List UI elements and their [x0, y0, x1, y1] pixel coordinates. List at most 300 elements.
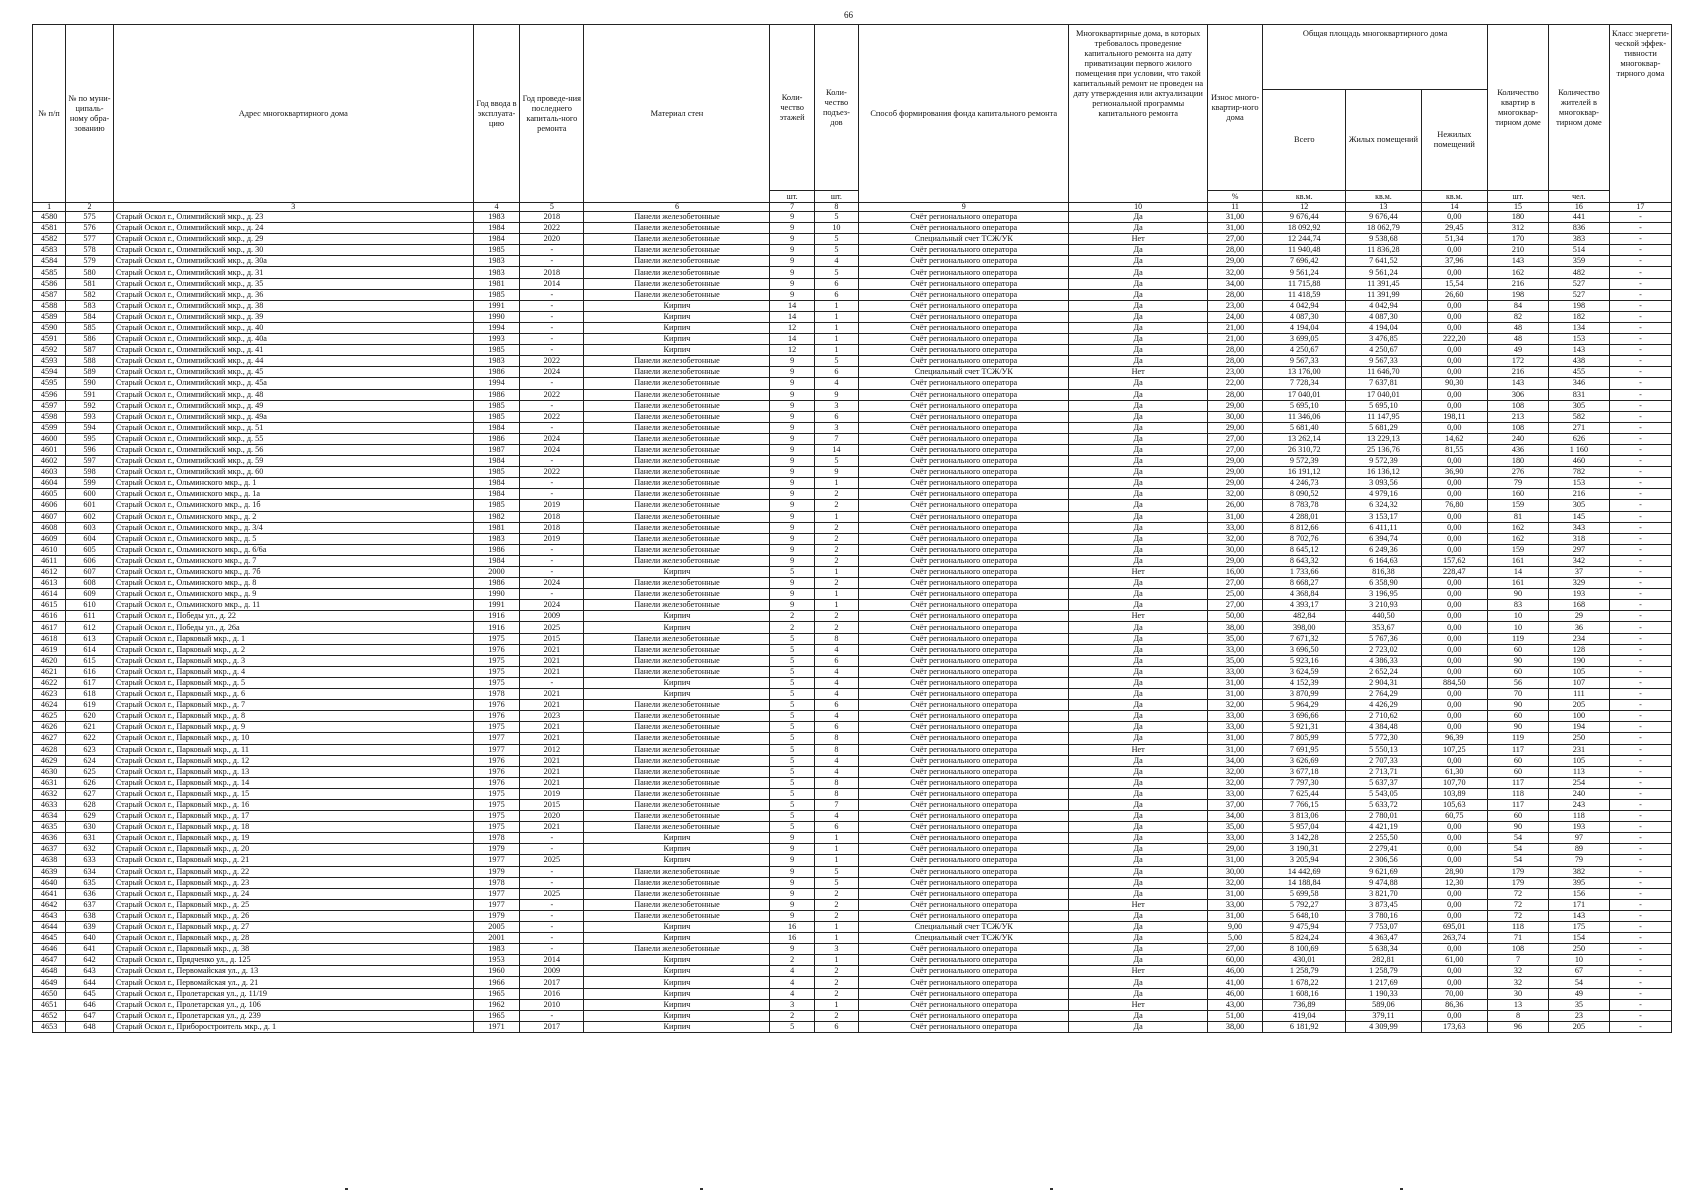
cell-wear: 50,00	[1207, 611, 1262, 622]
cell-energy: -	[1609, 755, 1671, 766]
cell-area-total: 3 870,99	[1263, 689, 1346, 700]
cell-material: Кирпич	[584, 300, 770, 311]
cell-mun: 575	[66, 212, 114, 223]
table-row	[33, 256, 1672, 267]
cell-wear: 33,00	[1207, 522, 1262, 533]
cell-material: Панели железобетонные	[584, 411, 770, 422]
cell-floors: 2	[770, 1010, 814, 1021]
cell-floors: 4	[770, 966, 814, 977]
cell-area-living: 4 042,94	[1346, 300, 1421, 311]
cell-address: Старый Оскол г., Парковый мкр., д. 23	[113, 877, 473, 888]
cell-year-built: 1984	[473, 223, 520, 234]
cell-fund: Счёт регионального оператора	[859, 489, 1069, 500]
cell-area-total: 7 696,42	[1263, 256, 1346, 267]
cell-area-nonliving: 0,00	[1421, 589, 1487, 600]
cell-floors: 9	[770, 500, 814, 511]
cell-address: Старый Оскол г., Парковый мкр., д. 15	[113, 788, 473, 799]
cell-year-built: 1993	[473, 334, 520, 345]
cell-area-living: 2 713,71	[1346, 766, 1421, 777]
cell-address: Старый Оскол г., Олимпийский мкр., д. 39	[113, 311, 473, 322]
cell-area-total: 4 087,30	[1263, 311, 1346, 322]
cell-required: Да	[1069, 733, 1207, 744]
cell-fund: Счёт регионального оператора	[859, 999, 1069, 1010]
cell-area-nonliving: 0,00	[1421, 855, 1487, 866]
cell-required: Да	[1069, 256, 1207, 267]
cell-mun: 621	[66, 722, 114, 733]
cell-idx: 4618	[33, 633, 66, 644]
cell-fund: Счёт регионального оператора	[859, 555, 1069, 566]
cell-floors: 9	[770, 489, 814, 500]
cell-mun: 627	[66, 788, 114, 799]
cell-fund: Счёт регионального оператора	[859, 811, 1069, 822]
cell-flats: 14	[1488, 567, 1549, 578]
cell-material: Панели железобетонные	[584, 278, 770, 289]
cell-address: Старый Оскол г., Прядченко ул., д. 125	[113, 955, 473, 966]
cell-mun: 620	[66, 711, 114, 722]
cell-energy: -	[1609, 655, 1671, 666]
cell-wear: 30,00	[1207, 411, 1262, 422]
cell-area-total: 7 797,30	[1263, 777, 1346, 788]
cell-idx: 4606	[33, 500, 66, 511]
cell-year-repair: 2025	[520, 622, 584, 633]
cell-entrances: 2	[814, 977, 858, 988]
cell-required: Да	[1069, 822, 1207, 833]
cell-residents: 271	[1548, 422, 1609, 433]
cell-fund: Счёт регионального оператора	[859, 289, 1069, 300]
cell-year-repair: 2018	[520, 212, 584, 223]
cell-year-built: 1986	[473, 433, 520, 444]
table-row	[33, 578, 1672, 589]
cell-fund: Счёт регионального оператора	[859, 955, 1069, 966]
cell-area-nonliving: 222,20	[1421, 334, 1487, 345]
table-row	[33, 811, 1672, 822]
cell-material: Панели железобетонные	[584, 234, 770, 245]
cell-entrances: 8	[814, 633, 858, 644]
cell-area-living: 9 474,88	[1346, 877, 1421, 888]
cell-required: Да	[1069, 356, 1207, 367]
cell-required: Да	[1069, 811, 1207, 822]
cell-required: Да	[1069, 289, 1207, 300]
cell-area-nonliving: 263,74	[1421, 933, 1487, 944]
cell-floors: 9	[770, 444, 814, 455]
cell-floors: 14	[770, 300, 814, 311]
cell-area-living: 2 255,50	[1346, 833, 1421, 844]
cell-year-repair: -	[520, 933, 584, 944]
cell-mun: 584	[66, 311, 114, 322]
cell-floors: 3	[770, 999, 814, 1010]
cell-year-repair: 2016	[520, 988, 584, 999]
cell-address: Старый Оскол г., Олимпийский мкр., д. 51	[113, 422, 473, 433]
cell-address: Старый Оскол г., Ольминского мкр., д. 1б	[113, 500, 473, 511]
cell-address: Старый Оскол г., Ольминского мкр., д. 8	[113, 578, 473, 589]
cell-mun: 626	[66, 777, 114, 788]
cell-year-repair: -	[520, 567, 584, 578]
cell-area-living: 25 136,76	[1346, 444, 1421, 455]
cell-area-living: 2 723,02	[1346, 644, 1421, 655]
cell-residents: 97	[1548, 833, 1609, 844]
cell-mun: 629	[66, 811, 114, 822]
cell-year-built: 2005	[473, 922, 520, 933]
cell-wear: 32,00	[1207, 489, 1262, 500]
cell-area-total: 4 246,73	[1263, 478, 1346, 489]
cell-area-living: 11 391,99	[1346, 289, 1421, 300]
cell-material: Панели железобетонные	[584, 578, 770, 589]
cell-material: Панели железобетонные	[584, 589, 770, 600]
cell-area-living: 6 411,11	[1346, 522, 1421, 533]
cell-area-total: 9 676,44	[1263, 212, 1346, 223]
table-row	[33, 799, 1672, 810]
cell-idx: 4638	[33, 855, 66, 866]
cell-fund: Счёт регионального оператора	[859, 300, 1069, 311]
cell-idx: 4581	[33, 223, 66, 234]
cell-area-living: 4 087,30	[1346, 311, 1421, 322]
cell-floors: 5	[770, 811, 814, 822]
cell-floors: 14	[770, 311, 814, 322]
cell-wear: 32,00	[1207, 877, 1262, 888]
cell-flats: 90	[1488, 822, 1549, 833]
cell-area-total: 5 699,58	[1263, 888, 1346, 899]
table-row	[33, 1010, 1672, 1021]
cell-address: Старый Оскол г., Парковый мкр., д. 26	[113, 910, 473, 921]
cell-wear: 29,00	[1207, 256, 1262, 267]
cell-fund: Счёт регионального оператора	[859, 622, 1069, 633]
cell-area-nonliving: 0,00	[1421, 367, 1487, 378]
cell-address: Старый Оскол г., Олимпийский мкр., д. 60	[113, 467, 473, 478]
cell-year-built: 1994	[473, 378, 520, 389]
cell-energy: -	[1609, 234, 1671, 245]
cell-flats: 60	[1488, 766, 1549, 777]
cell-residents: 329	[1548, 578, 1609, 589]
cell-area-nonliving: 14,62	[1421, 433, 1487, 444]
cell-residents: 37	[1548, 567, 1609, 578]
cell-residents: 105	[1548, 755, 1609, 766]
cell-floors: 9	[770, 245, 814, 256]
cell-area-total: 4 250,67	[1263, 345, 1346, 356]
cell-residents: 36	[1548, 622, 1609, 633]
cell-material: Кирпич	[584, 334, 770, 345]
cell-address: Старый Оскол г., Ольминского мкр., д. 7б	[113, 567, 473, 578]
cell-energy: -	[1609, 711, 1671, 722]
cell-idx: 4616	[33, 611, 66, 622]
cell-area-total: 4 152,39	[1263, 677, 1346, 688]
cell-address: Старый Оскол г., Олимпийский мкр., д. 30а	[113, 256, 473, 267]
cell-fund: Счёт регионального оператора	[859, 533, 1069, 544]
cell-energy: -	[1609, 611, 1671, 622]
cell-entrances: 7	[814, 433, 858, 444]
cell-required: Да	[1069, 533, 1207, 544]
cell-fund: Счёт регионального оператора	[859, 910, 1069, 921]
cell-material: Кирпич	[584, 1021, 770, 1032]
table-row	[33, 700, 1672, 711]
cell-wear: 31,00	[1207, 223, 1262, 234]
cell-floors: 5	[770, 700, 814, 711]
cell-year-repair: 2015	[520, 633, 584, 644]
cell-year-repair: -	[520, 899, 584, 910]
cell-flats: 48	[1488, 334, 1549, 345]
cell-wear: 32,00	[1207, 777, 1262, 788]
cell-residents: 111	[1548, 689, 1609, 700]
cell-area-nonliving: 26,60	[1421, 289, 1487, 300]
cell-address: Старый Оскол г., Ольминского мкр., д. 5	[113, 533, 473, 544]
cell-area-nonliving: 0,00	[1421, 300, 1487, 311]
col-header-residents: Количество жителей в многоквар-тирном доме	[1548, 25, 1609, 191]
cell-entrances: 2	[814, 1010, 858, 1021]
cell-flats: 216	[1488, 278, 1549, 289]
cell-material: Панели железобетонные	[584, 822, 770, 833]
cell-entrances: 14	[814, 444, 858, 455]
table-row	[33, 544, 1672, 555]
cell-energy: -	[1609, 223, 1671, 234]
cell-area-nonliving: 0,00	[1421, 600, 1487, 611]
cell-entrances: 6	[814, 367, 858, 378]
cell-address: Старый Оскол г., Олимпийский мкр., д. 44	[113, 356, 473, 367]
cell-area-nonliving: 0,00	[1421, 711, 1487, 722]
cell-entrances: 4	[814, 666, 858, 677]
cell-entrances: 4	[814, 378, 858, 389]
cell-address: Старый Оскол г., Парковый мкр., д. 38	[113, 944, 473, 955]
cell-residents: 231	[1548, 744, 1609, 755]
table-row	[33, 334, 1672, 345]
col-header-area-group: Общая площадь многоквартирного дома	[1263, 25, 1488, 90]
cell-area-total: 11 346,06	[1263, 411, 1346, 422]
cell-area-living: 5 543,05	[1346, 788, 1421, 799]
cell-floors: 9	[770, 600, 814, 611]
cell-required: Да	[1069, 944, 1207, 955]
cell-material: Панели железобетонные	[584, 799, 770, 810]
column-number: 16	[1548, 203, 1609, 212]
cell-area-total: 482,84	[1263, 611, 1346, 622]
cell-floors: 9	[770, 422, 814, 433]
cell-year-built: 1984	[473, 456, 520, 467]
cell-area-living: 6 249,36	[1346, 544, 1421, 555]
table-row	[33, 744, 1672, 755]
cell-idx: 4649	[33, 977, 66, 988]
cell-residents: 143	[1548, 345, 1609, 356]
cell-entrances: 4	[814, 755, 858, 766]
cell-year-built: 1977	[473, 855, 520, 866]
cell-fund: Счёт регионального оператора	[859, 766, 1069, 777]
cell-address: Старый Оскол г., Пролетарская ул., д. 239	[113, 1010, 473, 1021]
cell-fund: Счёт регионального оператора	[859, 644, 1069, 655]
cell-year-built: 1962	[473, 999, 520, 1010]
cell-material: Панели железобетонные	[584, 744, 770, 755]
cell-area-living: 9 621,69	[1346, 866, 1421, 877]
cell-residents: 145	[1548, 511, 1609, 522]
cell-year-built: 1977	[473, 733, 520, 744]
cell-idx: 4633	[33, 799, 66, 810]
cell-year-built: 1977	[473, 744, 520, 755]
cell-entrances: 6	[814, 289, 858, 300]
cell-material: Кирпич	[584, 345, 770, 356]
cell-year-repair: 2021	[520, 777, 584, 788]
cell-required: Да	[1069, 345, 1207, 356]
cell-mun: 606	[66, 555, 114, 566]
cell-floors: 9	[770, 833, 814, 844]
cell-area-living: 4 363,47	[1346, 933, 1421, 944]
cell-required: Да	[1069, 955, 1207, 966]
cell-year-built: 1991	[473, 600, 520, 611]
cell-energy: -	[1609, 988, 1671, 999]
cell-area-total: 8 812,66	[1263, 522, 1346, 533]
cell-flats: 82	[1488, 311, 1549, 322]
cell-area-living: 4 250,67	[1346, 345, 1421, 356]
cell-fund: Счёт регионального оператора	[859, 500, 1069, 511]
cell-address: Старый Оскол г., Олимпийский мкр., д. 45	[113, 367, 473, 378]
cell-year-built: 1978	[473, 689, 520, 700]
cell-year-repair: -	[520, 877, 584, 888]
cell-wear: 31,00	[1207, 689, 1262, 700]
cell-year-repair: -	[520, 555, 584, 566]
cell-address: Старый Оскол г., Парковый мкр., д. 8	[113, 711, 473, 722]
cell-required: Да	[1069, 300, 1207, 311]
cell-area-total: 7 671,32	[1263, 633, 1346, 644]
cell-required: Да	[1069, 888, 1207, 899]
cell-energy: -	[1609, 677, 1671, 688]
cell-area-total: 11 940,48	[1263, 245, 1346, 256]
cell-idx: 4582	[33, 234, 66, 245]
col-header-address: Адрес многоквартирного дома	[113, 25, 473, 203]
cell-flats: 60	[1488, 811, 1549, 822]
cell-material: Панели железобетонные	[584, 700, 770, 711]
column-number: 1	[33, 203, 66, 212]
cell-fund: Счёт регионального оператора	[859, 600, 1069, 611]
cell-area-living: 5 633,72	[1346, 799, 1421, 810]
cell-idx: 4613	[33, 578, 66, 589]
cell-residents: 346	[1548, 378, 1609, 389]
cell-area-nonliving: 0,00	[1421, 311, 1487, 322]
cell-area-nonliving: 0,00	[1421, 489, 1487, 500]
cell-flats: 83	[1488, 600, 1549, 611]
cell-address: Старый Оскол г., Олимпийский мкр., д. 48	[113, 389, 473, 400]
cell-idx: 4632	[33, 788, 66, 799]
table-row	[33, 877, 1672, 888]
cell-year-built: 1975	[473, 633, 520, 644]
cell-area-living: 3 210,93	[1346, 600, 1421, 611]
cell-area-living: 3 780,16	[1346, 910, 1421, 921]
cell-idx: 4646	[33, 944, 66, 955]
cell-year-built: 1975	[473, 677, 520, 688]
col-header-year-built: Год ввода в эксплуата-цию	[473, 25, 520, 203]
cell-area-living: 4 384,48	[1346, 722, 1421, 733]
cell-year-repair: 2021	[520, 655, 584, 666]
cell-residents: 54	[1548, 977, 1609, 988]
cell-floors: 2	[770, 955, 814, 966]
cell-fund: Счёт регионального оператора	[859, 1021, 1069, 1032]
cell-area-total: 4 042,94	[1263, 300, 1346, 311]
cell-area-living: 5 695,10	[1346, 400, 1421, 411]
cell-fund: Счёт регионального оператора	[859, 1010, 1069, 1021]
cell-idx: 4605	[33, 489, 66, 500]
cell-year-built: 1985	[473, 289, 520, 300]
cell-residents: 168	[1548, 600, 1609, 611]
cell-flats: 81	[1488, 511, 1549, 522]
cell-flats: 118	[1488, 788, 1549, 799]
cell-required: Да	[1069, 644, 1207, 655]
cell-area-living: 7 753,07	[1346, 922, 1421, 933]
cell-flats: 56	[1488, 677, 1549, 688]
cell-required: Да	[1069, 1021, 1207, 1032]
cell-year-repair: 2017	[520, 1021, 584, 1032]
cell-idx: 4652	[33, 1010, 66, 1021]
cell-required: Да	[1069, 578, 1207, 589]
cell-wear: 46,00	[1207, 988, 1262, 999]
cell-residents: 67	[1548, 966, 1609, 977]
col-header-floors: Коли-чество этажей	[770, 25, 814, 191]
table-row	[33, 322, 1672, 333]
cell-year-repair: -	[520, 844, 584, 855]
cell-area-nonliving: 0,00	[1421, 478, 1487, 489]
cell-energy: -	[1609, 822, 1671, 833]
col-header-year-repair: Год проведе-ния последнего капиталь-ного ремонта	[520, 25, 584, 203]
cell-fund: Счёт регионального оператора	[859, 400, 1069, 411]
cell-area-total: 5 681,40	[1263, 422, 1346, 433]
column-number: 11	[1207, 203, 1262, 212]
cell-idx: 4590	[33, 322, 66, 333]
cell-fund: Счёт регионального оператора	[859, 711, 1069, 722]
cell-floors: 5	[770, 677, 814, 688]
cell-mun: 592	[66, 400, 114, 411]
cell-energy: -	[1609, 777, 1671, 788]
table-body	[33, 212, 1672, 1033]
cell-address: Старый Оскол г., Парковый мкр., д. 4	[113, 666, 473, 677]
cell-year-repair: -	[520, 677, 584, 688]
cell-area-living: 4 309,99	[1346, 1021, 1421, 1032]
cell-entrances: 5	[814, 267, 858, 278]
cell-entrances: 1	[814, 345, 858, 356]
cell-wear: 38,00	[1207, 622, 1262, 633]
cell-mun: 608	[66, 578, 114, 589]
cell-idx: 4642	[33, 899, 66, 910]
cell-entrances: 1	[814, 955, 858, 966]
cell-residents: 23	[1548, 1010, 1609, 1021]
cell-idx: 4585	[33, 267, 66, 278]
cell-material: Панели железобетонные	[584, 666, 770, 677]
cell-material: Панели железобетонные	[584, 877, 770, 888]
cell-wear: 35,00	[1207, 633, 1262, 644]
table-row	[33, 212, 1672, 223]
cell-area-nonliving: 37,96	[1421, 256, 1487, 267]
cell-entrances: 4	[814, 677, 858, 688]
cell-flats: 312	[1488, 223, 1549, 234]
cell-year-built: 1975	[473, 722, 520, 733]
cell-area-nonliving: 70,00	[1421, 988, 1487, 999]
cell-year-repair: 2022	[520, 411, 584, 422]
cell-area-living: 9 561,24	[1346, 267, 1421, 278]
cell-entrances: 1	[814, 933, 858, 944]
cell-energy: -	[1609, 788, 1671, 799]
cell-fund: Счёт регионального оператора	[859, 444, 1069, 455]
cell-floors: 9	[770, 433, 814, 444]
cell-fund: Счёт регионального оператора	[859, 977, 1069, 988]
cell-area-living: 11 391,45	[1346, 278, 1421, 289]
cell-required: Да	[1069, 511, 1207, 522]
cell-area-living: 11 147,95	[1346, 411, 1421, 422]
cell-floors: 5	[770, 567, 814, 578]
cell-year-repair: 2014	[520, 955, 584, 966]
cell-required: Да	[1069, 589, 1207, 600]
cell-area-nonliving: 29,45	[1421, 223, 1487, 234]
cell-area-living: 5 637,37	[1346, 777, 1421, 788]
cell-year-repair: 2019	[520, 788, 584, 799]
cell-floors: 5	[770, 1021, 814, 1032]
cell-mun: 618	[66, 689, 114, 700]
cell-year-built: 1966	[473, 977, 520, 988]
cell-required: Да	[1069, 378, 1207, 389]
cell-year-repair: 2021	[520, 700, 584, 711]
cell-flats: 30	[1488, 988, 1549, 999]
table-row	[33, 722, 1672, 733]
cell-area-nonliving: 0,00	[1421, 700, 1487, 711]
